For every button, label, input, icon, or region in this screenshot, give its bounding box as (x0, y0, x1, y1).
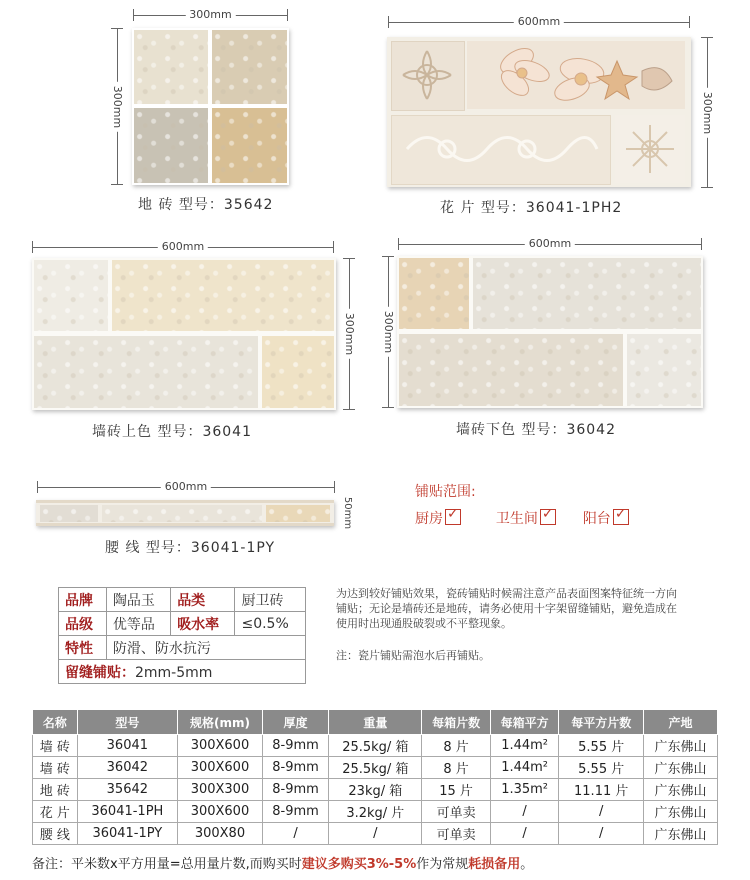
table-cell: 8-9mm (262, 757, 329, 779)
paving-range-title: 铺贴范围: (415, 484, 476, 500)
spec-header-cell: 每箱平方 (490, 710, 559, 735)
table-cell: 1.35m² (490, 779, 559, 801)
table-cell: / (262, 823, 329, 845)
wall-tile-lower-image (397, 256, 703, 408)
width-dimension (398, 237, 702, 251)
attr-joint-row (59, 660, 306, 684)
attr-key: 特性 (59, 636, 107, 660)
table-row (33, 779, 718, 801)
footer-highlight: 耗损备用 (468, 857, 521, 872)
table-cell: 300X300 (178, 779, 263, 801)
footer-end: 。 (520, 857, 534, 872)
height-dimension (700, 37, 714, 188)
table-cell: 可单卖 (422, 823, 491, 845)
height-dimension (342, 258, 356, 410)
table-cell: 5.55 片 (559, 757, 644, 779)
spec-header-cell: 名称 (33, 710, 78, 735)
attr-value: ≤0.5% (235, 612, 306, 636)
ornament-icon (621, 119, 679, 179)
footer-highlight: 建议多购买3%-5% (301, 857, 417, 872)
table-row (33, 823, 718, 845)
table-cell: 11.11 片 (559, 779, 644, 801)
paving-kitchen-label: 厨房 (415, 511, 443, 527)
table-cell: 300X600 (178, 735, 263, 757)
dimension-label: 300mm (342, 309, 356, 359)
dimension-label: 50mm (340, 493, 354, 533)
spec-header-cell: 重量 (329, 710, 422, 735)
checkbox-checked-icon (445, 509, 461, 525)
table-cell: 8-9mm (262, 735, 329, 757)
installation-warning: 注：瓷片铺贴需泡水后再铺贴。 (336, 649, 490, 662)
dimension-label: 300mm (381, 307, 395, 357)
spec-header-cell: 产地 (644, 710, 718, 735)
table-cell: 可单卖 (422, 801, 491, 823)
attr-key: 品牌 (59, 588, 107, 612)
scroll-pattern-icon (397, 121, 603, 177)
table-cell: 8-9mm (262, 801, 329, 823)
table-cell: / (490, 801, 559, 823)
table-cell: 地 砖 (33, 779, 78, 801)
paving-bathroom-label: 卫生间 (495, 511, 538, 527)
table-row (33, 801, 718, 823)
spec-header-cell: 厚度 (262, 710, 329, 735)
dimension-label: 300mm (700, 87, 714, 137)
height-dimension (381, 256, 395, 408)
attr-key: 品级 (59, 612, 107, 636)
attr-key: 留缝铺贴： (65, 664, 135, 681)
spec-table (32, 709, 718, 845)
table-row (33, 735, 718, 757)
wall-tile-upper-image (32, 258, 336, 410)
table-row (33, 757, 718, 779)
table-cell: 36041 (77, 735, 178, 757)
attr-value: 陶品玉 (106, 588, 170, 612)
spec-header-cell: 型号 (77, 710, 178, 735)
table-cell: 3.2kg/ 片 (329, 801, 422, 823)
spec-header-cell: 规格(mm) (178, 710, 263, 735)
attribute-table (58, 587, 306, 684)
table-cell: 8 片 (422, 757, 491, 779)
checkbox-checked-icon (613, 509, 629, 525)
table-cell: / (329, 823, 422, 845)
footer-mid: 作为常规 (416, 857, 469, 872)
table-cell: 广东佛山 (644, 823, 718, 845)
table-cell: 1.44m² (490, 735, 559, 757)
table-cell: 广东佛山 (644, 757, 718, 779)
table-cell: 300X80 (178, 823, 263, 845)
ornament-icon (395, 45, 459, 105)
dimension-label: 300mm (110, 81, 124, 131)
table-cell: 广东佛山 (644, 735, 718, 757)
table-cell: / (559, 801, 644, 823)
width-dimension (37, 480, 335, 494)
table-cell: / (559, 823, 644, 845)
wall-tile-upper-caption: 墙砖上色 型号：36041 (92, 424, 252, 440)
table-cell: 8-9mm (262, 779, 329, 801)
paving-range-options (415, 508, 629, 528)
dimension-label: 300mm (185, 8, 235, 22)
attr-value: 防滑、防水抗污 (106, 636, 305, 660)
table-cell: 35642 (77, 779, 178, 801)
installation-note: 为达到较好铺贴效果，瓷砖铺贴时候需注意产品表面图案特征统一方向铺贴；无论是墙砖还是地砖，请务必使用十字架留缝铺贴，避免造成在使用时出现通股破裂或不平整现象。 (336, 587, 677, 630)
floor-tile-caption: 地 砖 型号：35642 (138, 197, 274, 213)
dimension-label: 600mm (514, 15, 564, 29)
attr-value: 2mm-5mm (135, 664, 213, 681)
table-cell: 墙 砖 (33, 735, 78, 757)
table-cell: 花 片 (33, 801, 78, 823)
spec-header-cell: 每箱片数 (422, 710, 491, 735)
footer-prefix: 备注：平米数x平方用量=总用量片数,而购买时 (32, 857, 302, 872)
waist-line-image (36, 500, 334, 526)
table-cell: 1.44m² (490, 757, 559, 779)
table-cell: 5.55 片 (559, 735, 644, 757)
attr-value: 厨卫砖 (235, 588, 306, 612)
table-cell: 25.5kg/ 箱 (329, 735, 422, 757)
width-dimension (133, 8, 288, 22)
table-cell: 23kg/ 箱 (329, 779, 422, 801)
wall-tile-lower-caption: 墙砖下色 型号：36042 (456, 422, 616, 438)
table-cell: 墙 砖 (33, 757, 78, 779)
width-dimension (388, 15, 690, 29)
table-cell: / (490, 823, 559, 845)
flower-icon (477, 41, 677, 109)
floor-tile-image (132, 28, 289, 185)
height-dimension (340, 498, 354, 528)
spec-header-cell: 每平方片数 (559, 710, 644, 735)
table-cell: 300X600 (178, 757, 263, 779)
attr-value: 优等品 (106, 612, 170, 636)
attr-key: 吸水率 (171, 612, 235, 636)
table-cell: 36042 (77, 757, 178, 779)
table-cell: 广东佛山 (644, 779, 718, 801)
table-cell: 腰 线 (33, 823, 78, 845)
flower-tile-image (387, 37, 691, 187)
table-cell: 广东佛山 (644, 801, 718, 823)
table-cell: 25.5kg/ 箱 (329, 757, 422, 779)
footer-note (32, 853, 533, 872)
attr-key: 品类 (171, 588, 235, 612)
dimension-label: 600mm (525, 237, 575, 251)
flower-tile-caption: 花 片 型号：36041-1PH2 (440, 200, 623, 216)
width-dimension (32, 240, 334, 254)
paving-balcony-label: 阳台 (582, 511, 611, 527)
table-cell: 8 片 (422, 735, 491, 757)
table-cell: 300X600 (178, 801, 263, 823)
height-dimension (110, 28, 124, 185)
waist-line-caption: 腰 线 型号：36041-1PY (105, 540, 276, 556)
table-cell: 36041-1PH (77, 801, 178, 823)
table-cell: 15 片 (422, 779, 491, 801)
dimension-label: 600mm (161, 480, 211, 494)
dimension-label: 600mm (158, 240, 208, 254)
checkbox-checked-icon (540, 509, 556, 525)
table-cell: 36041-1PY (77, 823, 178, 845)
